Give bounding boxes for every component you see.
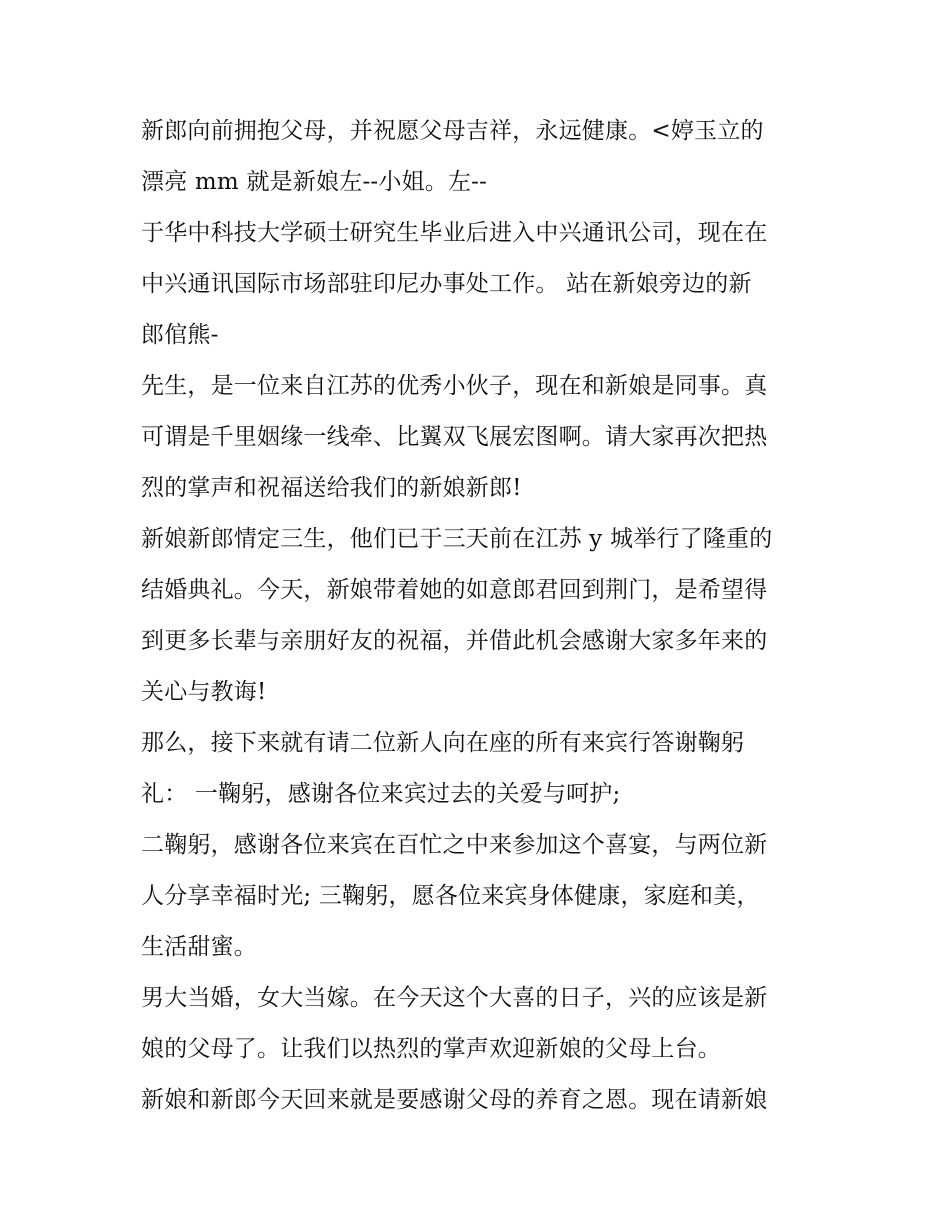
text-line: 中兴通讯国际市场部驻印尼办事处工作。 站在新娘旁边的新 <box>141 271 752 297</box>
text-line: 新娘和新郎今天回来就是要感谢父母的养育之恩。现在请新娘 <box>141 1087 768 1113</box>
text-line: 郎倌熊- <box>141 322 219 348</box>
text-line: 可谓是千里姻缘一线牵、比翼双飞展宏图啊。请大家再次把热 <box>141 424 768 450</box>
text-line: 结婚典礼。今天，新娘带着她的如意郎君回到荆门，是希望得 <box>141 577 768 603</box>
text-line: 生活甜蜜。 <box>141 934 257 960</box>
text-line: 到更多长辈与亲朋好友的祝福，并借此机会感谢大家多年来的 <box>141 628 768 654</box>
text-line: 于华中科技大学硕士研究生毕业后进入中兴通讯公司，现在在 <box>141 220 768 246</box>
text-line: 漂亮 mm 就是新娘左--小姐。左-- <box>141 169 488 195</box>
text-line: 人分享幸福时光; 三鞠躬，愿各位来宾身体健康，家庭和美， <box>141 883 760 909</box>
text-line: 先生，是一位来自江苏的优秀小伙子，现在和新娘是同事。真 <box>141 373 768 399</box>
text-line: 礼： 一鞠躬，感谢各位来宾过去的关爱与呵护; <box>141 781 621 807</box>
text-line: 烈的掌声和祝福送给我们的新娘新郎! <box>141 475 522 501</box>
text-line: 娘的父母了。让我们以热烈的掌声欢迎新娘的父母上台。 <box>141 1036 721 1062</box>
text-line: 二鞠躬，感谢各位来宾在百忙之中来参加这个喜宴，与两位新 <box>141 832 768 858</box>
document-body <box>141 106 821 1126</box>
text-line: 男大当婚，女大当嫁。在今天这个大喜的日子，兴的应该是新 <box>141 985 768 1011</box>
text-line: 关心与教诲! <box>141 679 267 705</box>
text-line: 那么，接下来就有请二位新人向在座的所有来宾行答谢鞠躬 <box>141 730 745 756</box>
text-line: 新郎向前拥抱父母，并祝愿父母吉祥，永远健康。<婷玉立的 <box>141 118 764 144</box>
text-line: 新娘新郎情定三生，他们已于三天前在江苏 y 城举行了隆重的 <box>141 526 773 552</box>
